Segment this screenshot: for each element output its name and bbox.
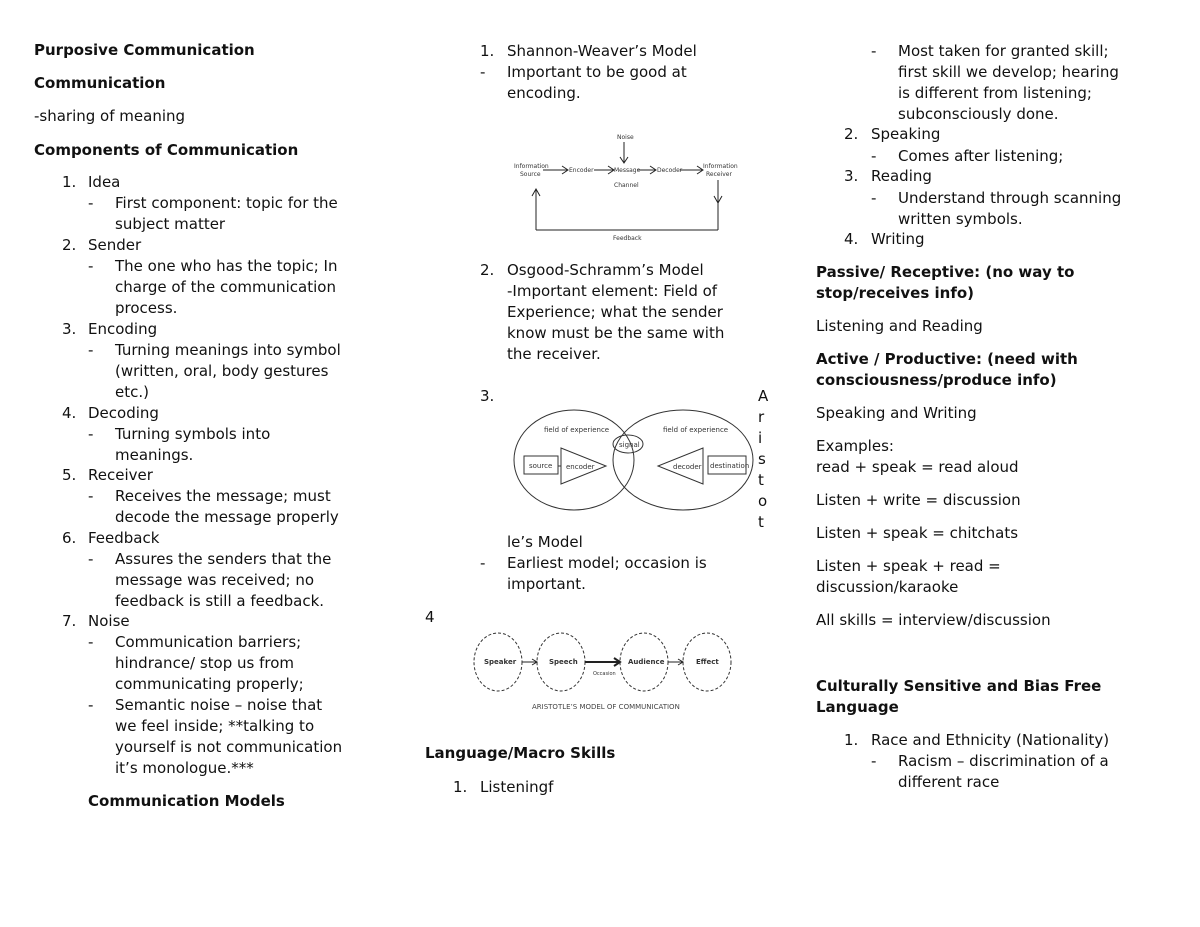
- active-heading: Active / Productive: (need with: [816, 350, 1078, 368]
- list-item-text: message was received; no: [115, 571, 315, 589]
- example-line: Listen + speak = chitchats: [816, 524, 1019, 542]
- diagram-label: Speaker: [484, 658, 517, 666]
- list-number: 3.: [844, 167, 859, 185]
- bullet-dash: -: [88, 194, 94, 212]
- diagram-label: Occasion: [593, 671, 616, 677]
- list-number: 4: [425, 608, 435, 626]
- passive-heading: stop/receives info): [816, 284, 975, 302]
- communication-heading: Communication: [34, 74, 166, 92]
- bullet-dash: -: [480, 63, 486, 81]
- bullet-dash: -: [88, 487, 94, 505]
- diagram-label: Encoder: [569, 167, 594, 174]
- aristotle-model-diagram: [470, 628, 740, 714]
- list-item-text: Semantic noise – noise that: [115, 696, 323, 714]
- list-item-text: it’s monologue.***: [115, 759, 254, 777]
- example-line: read + speak = read aloud: [816, 458, 1019, 476]
- list-item-text: charge of the communication: [115, 278, 336, 296]
- macro-skills-heading: Language/Macro Skills: [425, 744, 616, 762]
- list-item-label: Reading: [871, 167, 932, 185]
- bullet-dash: -: [88, 633, 94, 651]
- list-item-label: Encoding: [88, 320, 158, 338]
- list-number: 7.: [62, 612, 77, 630]
- list-item-text: first skill we develop; hearing: [898, 63, 1119, 81]
- list-item-text: subconsciously done.: [898, 105, 1059, 123]
- list-item-text: feedback is still a feedback.: [115, 592, 325, 610]
- list-item-text: subject matter: [115, 215, 226, 233]
- bullet-dash: -: [480, 554, 486, 572]
- list-item-text: meanings.: [115, 446, 194, 464]
- diagram-label: Information: [514, 163, 549, 170]
- list-number: 1.: [453, 778, 468, 796]
- list-number: 2.: [62, 236, 77, 254]
- list-number: 2.: [480, 261, 495, 279]
- list-item-label: Listeningf: [480, 778, 554, 796]
- list-number: 6.: [62, 529, 77, 547]
- example-line: Listen + speak + read =: [816, 557, 1001, 575]
- list-item-label: Receiver: [88, 466, 153, 484]
- list-item-label: Noise: [88, 612, 130, 630]
- list-item-text: Receives the message; must: [115, 487, 331, 505]
- culture-heading: Language: [816, 698, 899, 716]
- shannon-weaver-diagram: [510, 130, 740, 245]
- list-item-text: Important to be good at: [507, 63, 687, 81]
- diagram-label: Source: [520, 171, 541, 178]
- diagram-label: Noise: [617, 134, 634, 141]
- list-item-label: Decoding: [88, 404, 159, 422]
- list-number: 4.: [844, 230, 859, 248]
- list-item-text: Assures the senders that the: [115, 550, 332, 568]
- list-item-text: -Important element: Field of: [507, 282, 718, 300]
- bullet-dash: -: [871, 42, 877, 60]
- components-heading: Components of Communication: [34, 141, 299, 159]
- diagram-label: Effect: [696, 658, 719, 666]
- example-line: Listen + write = discussion: [816, 491, 1021, 509]
- list-item-text: Most taken for granted skill;: [898, 42, 1109, 60]
- list-item-text: important.: [507, 575, 586, 593]
- list-number: 1.: [480, 42, 495, 60]
- bullet-dash: -: [88, 696, 94, 714]
- list-number: 3.: [480, 387, 495, 405]
- diagram-label: Audience: [628, 658, 665, 666]
- list-item-text: (written, oral, body gestures: [115, 362, 329, 380]
- list-item-label: Writing: [871, 230, 925, 248]
- diagram-label: Channel: [614, 182, 639, 189]
- vertical-letter: s: [758, 450, 766, 468]
- list-item-label: Speaking: [871, 125, 941, 143]
- list-item-text: yourself is not communication: [115, 738, 343, 756]
- list-number: 3.: [62, 320, 77, 338]
- diagram-label: Feedback: [613, 235, 642, 242]
- list-item-text: Experience; what the sender: [507, 303, 723, 321]
- bullet-dash: -: [871, 189, 877, 207]
- diagram-label: Message: [614, 167, 641, 174]
- bullet-dash: -: [871, 752, 877, 770]
- bullet-dash: -: [88, 341, 94, 359]
- vertical-letter: r: [758, 408, 765, 426]
- examples-label: Examples:: [816, 437, 894, 455]
- list-number: 5.: [62, 466, 77, 484]
- vertical-letter: i: [758, 429, 763, 447]
- list-item-text: communicating properly;: [115, 675, 304, 693]
- culture-heading: Culturally Sensitive and Bias Free: [816, 677, 1102, 695]
- vertical-letter: t: [758, 513, 764, 531]
- model-title-shannon: Shannon-Weaver’s Model: [507, 42, 697, 60]
- list-item-text: etc.): [115, 383, 149, 401]
- list-item-text: different race: [898, 773, 1000, 791]
- example-line: discussion/karaoke: [816, 578, 959, 596]
- list-item-text: encoding.: [507, 84, 581, 102]
- diagram-label: field of experience: [663, 426, 729, 434]
- diagram-label: decoder: [673, 463, 702, 471]
- example-line: All skills = interview/discussion: [816, 611, 1051, 629]
- list-item-label: Sender: [88, 236, 142, 254]
- list-item-label: Idea: [88, 173, 121, 191]
- diagram-label: Speech: [549, 658, 578, 666]
- list-item-text: The one who has the topic; In: [115, 257, 338, 275]
- diagram-label: Receiver: [706, 171, 732, 178]
- list-number: 1.: [844, 731, 859, 749]
- list-item-text: Communication barriers;: [115, 633, 302, 651]
- diagram-label: field of experience: [544, 426, 610, 434]
- list-number: 1.: [62, 173, 77, 191]
- model-title-aristotle: le’s Model: [507, 533, 583, 551]
- diagram-label: destination: [710, 462, 750, 470]
- bullet-dash: -: [88, 425, 94, 443]
- list-item-label: Race and Ethnicity (Nationality): [871, 731, 1110, 749]
- diagram-label: Decoder: [657, 167, 683, 174]
- list-item-text: Turning meanings into symbol: [115, 341, 341, 359]
- list-item-text: decode the message properly: [115, 508, 339, 526]
- bullet-dash: -: [88, 257, 94, 275]
- bullet-dash: -: [88, 550, 94, 568]
- vertical-letter: t: [758, 471, 764, 489]
- doc-title: Purposive Communication: [34, 41, 255, 59]
- passive-text: Listening and Reading: [816, 317, 983, 335]
- list-item-text: process.: [115, 299, 178, 317]
- list-item-text: Comes after listening;: [898, 147, 1064, 165]
- active-text: Speaking and Writing: [816, 404, 977, 422]
- list-item-text: Turning symbols into: [115, 425, 271, 443]
- list-item-text: is different from listening;: [898, 84, 1092, 102]
- vertical-letter: o: [758, 492, 768, 510]
- diagram-label: Information: [703, 163, 738, 170]
- list-item-text: Earliest model; occasion is: [507, 554, 707, 572]
- list-item-text: know must be the same with: [507, 324, 725, 342]
- list-item-text: First component: topic for the: [115, 194, 338, 212]
- list-item-text: hindrance/ stop us from: [115, 654, 295, 672]
- diagram-label: encoder: [566, 463, 595, 471]
- list-item-text: Racism – discrimination of a: [898, 752, 1109, 770]
- diagram-label: source: [529, 462, 553, 470]
- passive-heading: Passive/ Receptive: (no way to: [816, 263, 1075, 281]
- active-heading: consciousness/produce info): [816, 371, 1057, 389]
- vertical-letter: A: [758, 387, 769, 405]
- bullet-dash: -: [871, 147, 877, 165]
- list-item-text: we feel inside; **talking to: [115, 717, 315, 735]
- diagram-label: signal: [619, 441, 640, 449]
- diagram-caption: ARISTOTLE’S MODEL OF COMMUNICATION: [532, 703, 680, 711]
- model-title-osgood: Osgood-Schramm’s Model: [507, 261, 704, 279]
- list-item-label: Feedback: [88, 529, 160, 547]
- list-item-text: the receiver.: [507, 345, 601, 363]
- models-heading: Communication Models: [88, 792, 285, 810]
- list-item-text: Understand through scanning: [898, 189, 1122, 207]
- communication-definition: -sharing of meaning: [34, 107, 186, 125]
- field-of-experience-diagram: [510, 402, 756, 522]
- list-item-text: written symbols.: [898, 210, 1023, 228]
- list-number: 2.: [844, 125, 859, 143]
- list-number: 4.: [62, 404, 77, 422]
